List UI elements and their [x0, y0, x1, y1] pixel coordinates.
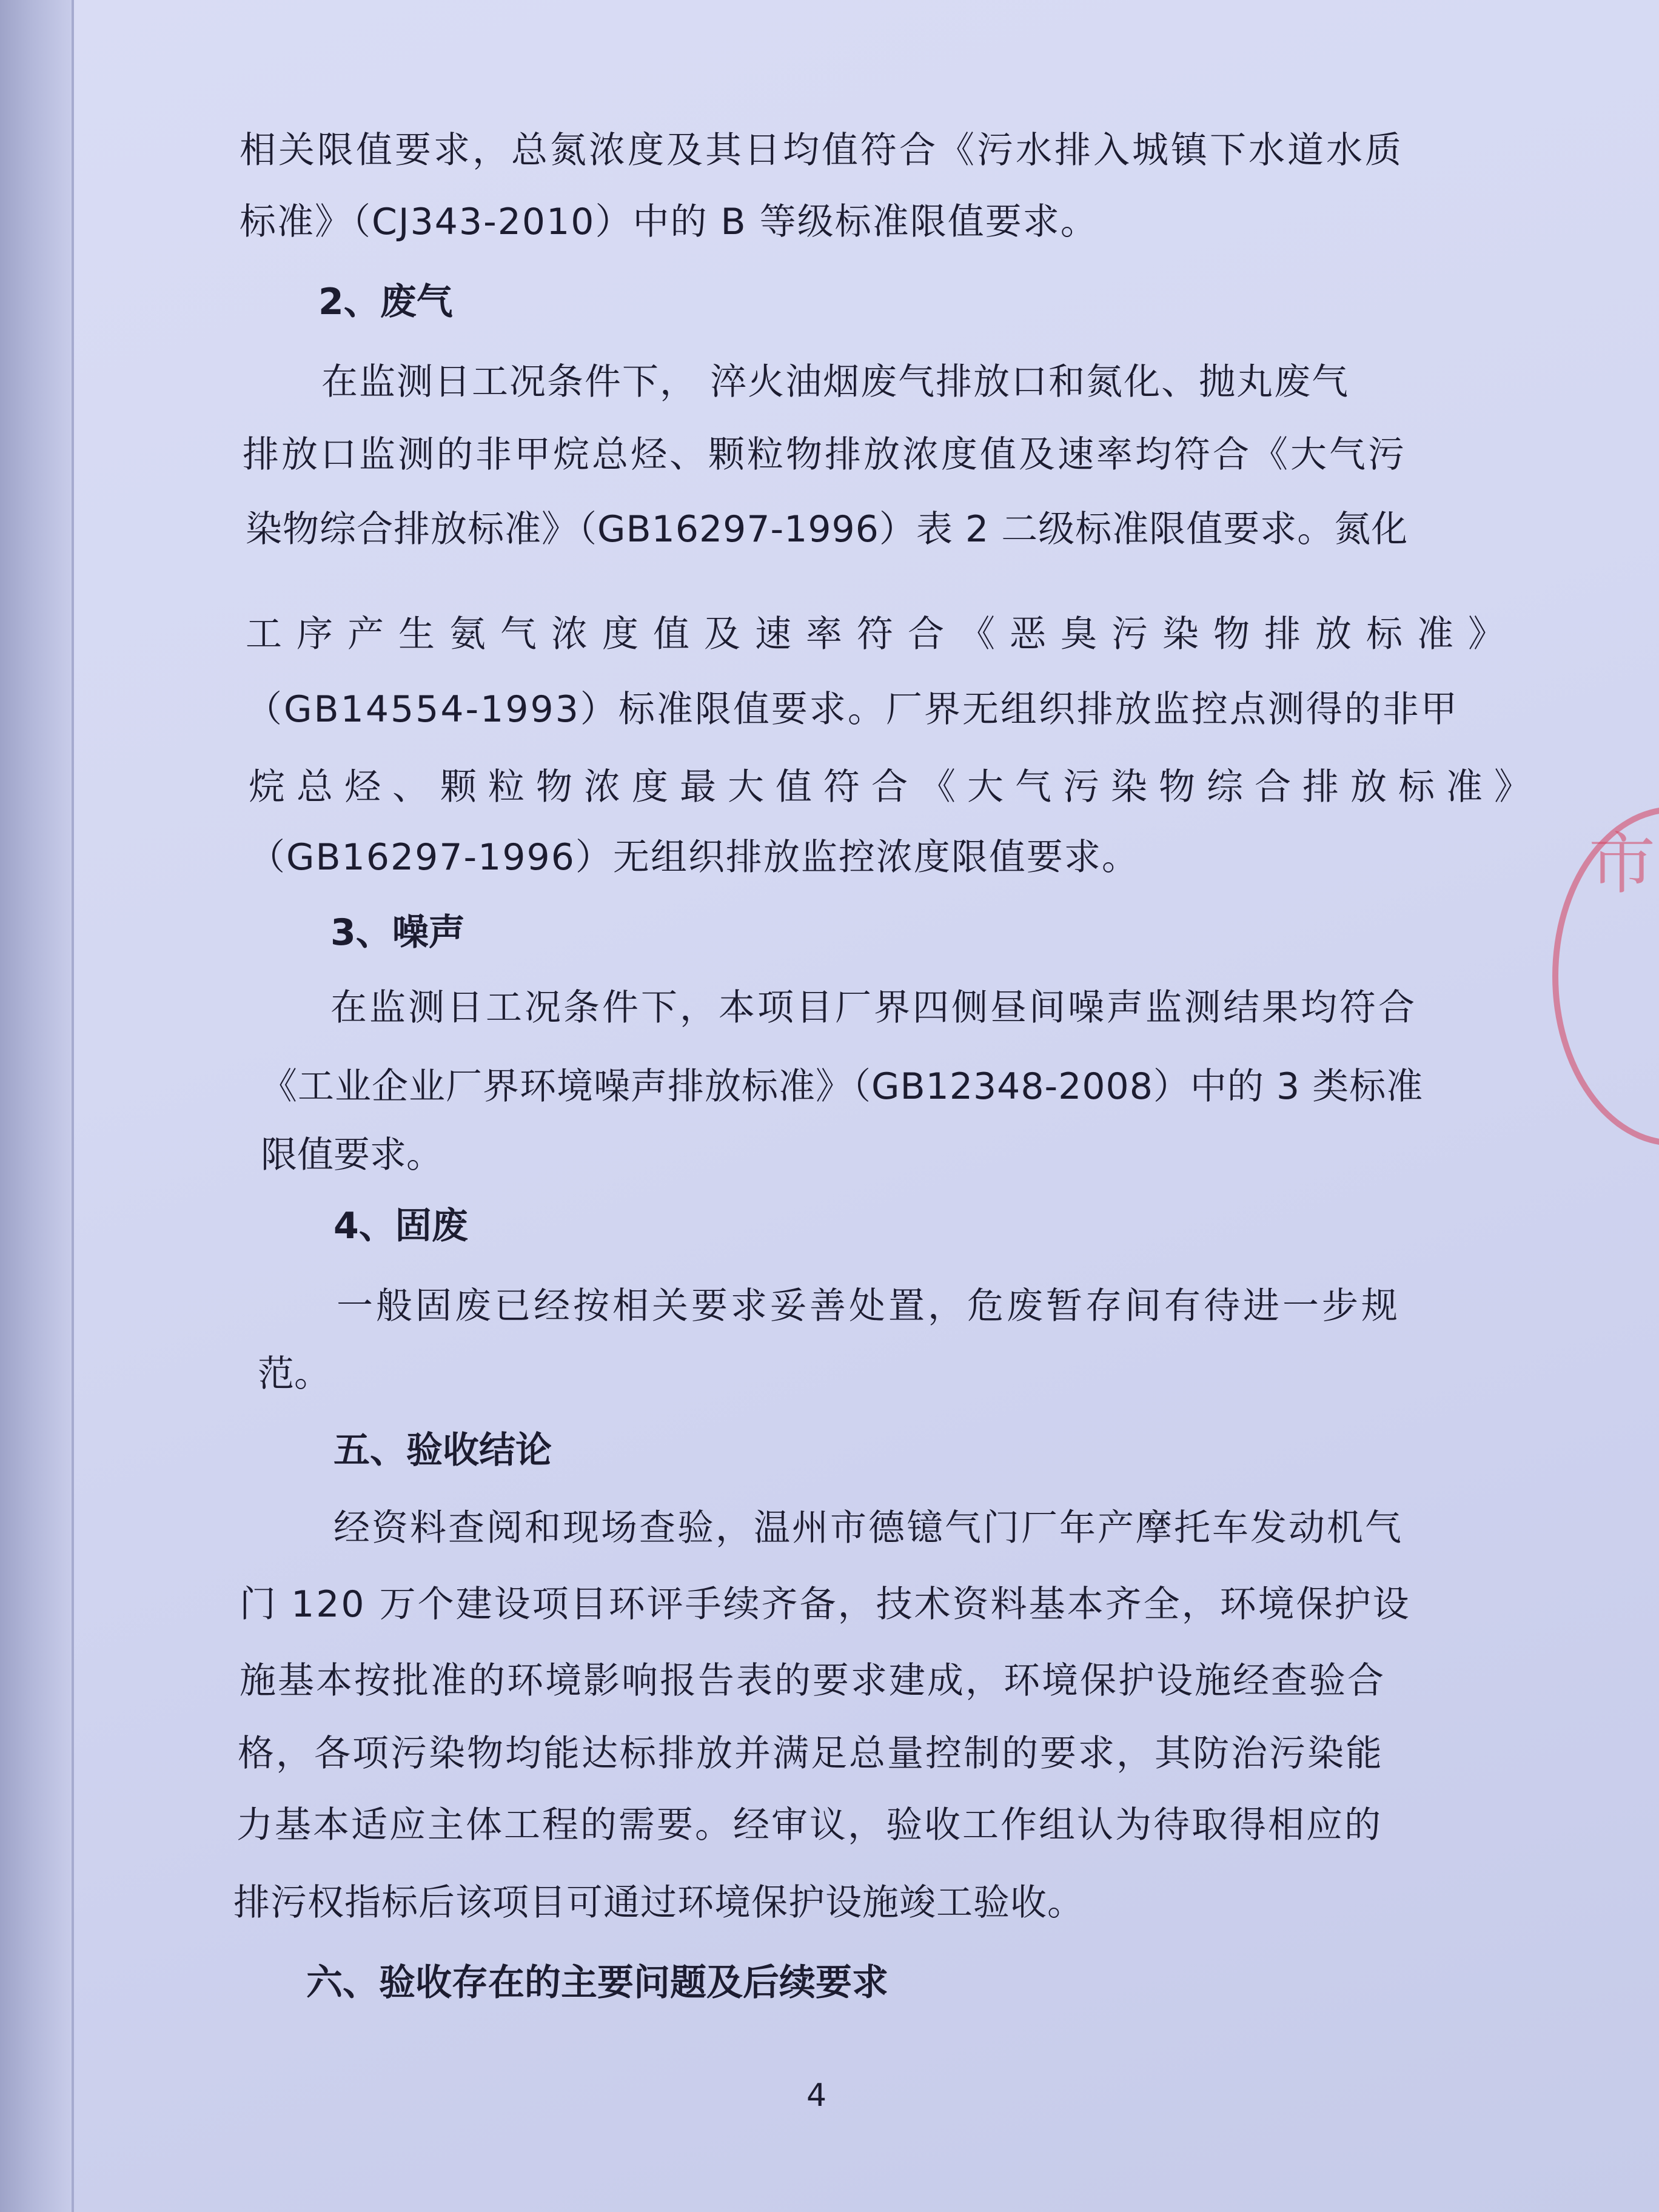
text-line: 工序产生氨气浓度值及速率符合《恶臭污染物排放标准》 — [246, 613, 1519, 655]
section-heading-acceptance-conclusion: 五、验收结论 — [333, 1429, 552, 1472]
text-line: 施基本按批准的环境影响报告表的要求建成，环境保护设施经查验合 — [240, 1660, 1386, 1702]
text-line: 限值要求。 — [261, 1134, 443, 1176]
text-line: 门 120 万个建设项目环评手续齐备，技术资料基本齐全，环境保护设 — [240, 1583, 1411, 1626]
section-heading-noise: 3、噪声 — [330, 911, 465, 954]
text-line: 在监测日工况条件下， 淬火油烟废气排放口和氮化、抛丸废气 — [321, 361, 1350, 403]
text-line: 染物综合排放标准》（GB16297-1996）表 2 二级标准限值要求。氮化 — [246, 508, 1409, 551]
text-line: 格，各项污染物均能达标排放并满足总量控制的要求，其防治污染能 — [238, 1732, 1384, 1775]
text-line: （GB14554-1993）标准限值要求。厂界无组织排放监控点测得的非甲 — [246, 688, 1459, 731]
page-number: 4 — [806, 2077, 827, 2114]
section-heading-waste-gas: 2、废气 — [318, 281, 453, 323]
stamp-character: 市 — [1589, 825, 1655, 903]
text-line: 在监测日工况条件下，本项目厂界四侧昼间噪声监测结果均符合 — [330, 987, 1417, 1029]
text-line: 力基本适应主体工程的需要。经审议，验收工作组认为待取得相应的 — [236, 1804, 1382, 1846]
text-line: 烷总烃、颗粒物浓度最大值符合《大气污染物综合排放标准》 — [249, 766, 1542, 808]
text-line: 一般固废已经按相关要求妥善处置，危废暂存间有待进一步规 — [337, 1285, 1401, 1327]
text-line: 标准》（CJ343-2010）中的 B 等级标准限值要求。 — [240, 201, 1098, 243]
text-line: 《工业企业厂界环境噪声排放标准》（GB12348-2008）中的 3 类标准 — [261, 1065, 1424, 1108]
text-line: 范。 — [258, 1353, 330, 1395]
text-line: 排放口监测的非甲烷总烃、颗粒物排放浓度值及速率均符合《大气污 — [243, 434, 1407, 476]
text-line: （GB16297-1996）无组织排放监控浓度限值要求。 — [249, 836, 1139, 879]
text-line: 排污权指标后该项目可通过环境保护设施竣工验收。 — [233, 1882, 1084, 1924]
text-line: 相关限值要求，总氮浓度及其日均值符合《污水排入城镇下水道水质 — [240, 129, 1404, 172]
section-heading-solid-waste: 4、固废 — [333, 1205, 468, 1247]
text-line: 经资料查阅和现场查验，温州市德镱气门厂年产摩托车发动机气 — [333, 1507, 1403, 1549]
section-heading-issues-and-requirements: 六、验收存在的主要问题及后续要求 — [306, 1962, 888, 2004]
